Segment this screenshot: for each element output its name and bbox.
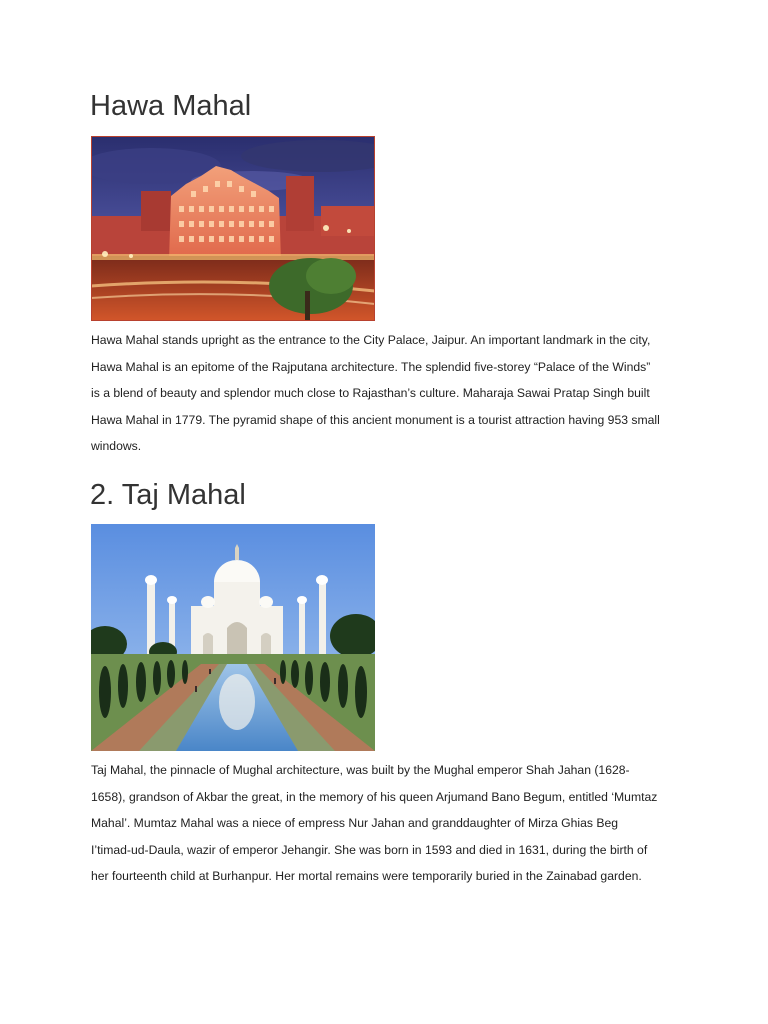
taj-mahal-paragraph	[91, 757, 691, 890]
paragraph-line: Hawa Mahal in 1779. The pyramid shape of this ancient monument is a tourist attraction having 953 small	[91, 412, 660, 427]
paragraph-line: is a blend of beauty and splendor much close to Rajasthan’s culture. Maharaja Sawai Pratap Singh built	[91, 386, 650, 400]
paragraph-line: Taj Mahal, the pinnacle of Mughal architecture, was built by the Mughal emperor Shah Jahan (1628-	[91, 763, 630, 777]
section-heading-hawa-mahal: Hawa Mahal	[90, 90, 252, 122]
hawa-mahal-photo	[91, 136, 375, 321]
section-heading-taj-mahal: 2. Taj Mahal	[90, 479, 246, 511]
paragraph-line: windows.	[91, 439, 142, 453]
paragraph-line: her fourteenth child at Burhanpur. Her mortal remains were temporarily buried in the Zainabad garden.	[91, 869, 642, 883]
paragraph-line: Hawa Mahal stands upright as the entrance to the City Palace, Jaipur. An important landmark in the city,	[91, 333, 651, 347]
taj-mahal-photo	[91, 524, 375, 751]
paragraph-line: I’timad-ud-Daula, wazir of emperor Jehangir. She was born in 1593 and died in 1631, during the birth of	[91, 842, 648, 857]
paragraph-line: Mahal’. Mumtaz Mahal was a niece of empress Nur Jahan and granddaughter of Mirza Ghias Beg	[91, 816, 619, 830]
paragraph-line: 1658), grandson of Akbar the great, in the memory of his queen Arjumand Bano Begum, entitled ‘Mumtaz	[91, 789, 658, 804]
paragraph-line: Hawa Mahal is an epitome of the Rajputana architecture. The splendid five-storey “Palace of the Winds”	[91, 359, 651, 374]
hawa-mahal-paragraph	[91, 327, 691, 460]
